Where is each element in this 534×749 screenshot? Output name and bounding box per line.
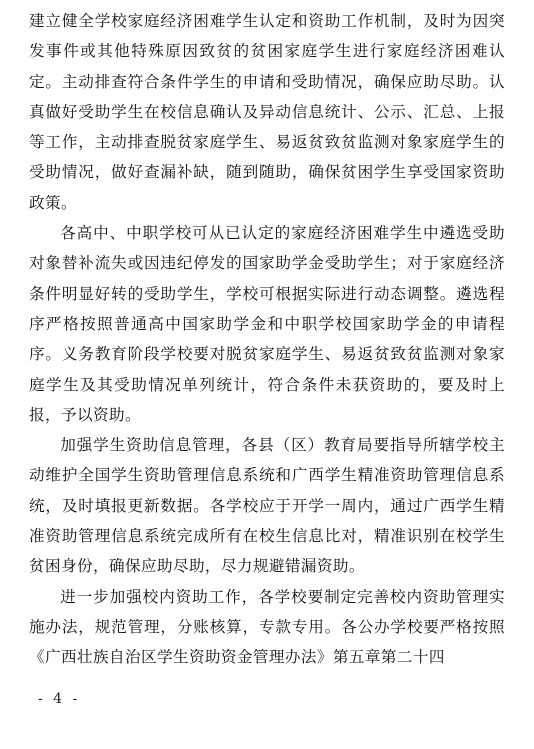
page-number: - 4 - [38, 691, 81, 707]
document-body [29, 6, 505, 673]
paragraph-2: 各高中、中职学校可从已认定的家庭经济困难学生中遴选受助对象替补流失或因违纪停发的国家助学金受助学生；对于家庭经济条件明显好转的受助学生，学校可根据实际进行动态调整。遴选程序严格按照普通高中国家助学金和中职学校国家助学金的申请程序。义务教育阶段学校要对脱贫家庭学生、易返贫致贫监测对象家庭学生及其受助情况单列统计，符合条件未获资助的，要及时上报，予以资助。 [29, 224, 505, 424]
paragraph-1: 建立健全学校家庭经济困难学生认定和资助工作机制，及时为因突发事件或其他特殊原因致贫的贫困家庭学生进行家庭经济困难认定。主动排查符合条件学生的申请和受助情况，确保应助尽助。认真做好受助学生在校信息确认及异动信息统计、公示、汇总、上报等工作，主动排查脱贫家庭学生、易返贫致贫监测对象家庭学生的受助情况，做好查漏补缺，随到随助，确保贫困学生享受国家资助政策。 [29, 12, 505, 212]
paragraph-3: 加强学生资助信息管理，各县（区）教育局要指导所辖学校主动维护全国学生资助管理信息系统和广西学生精准资助管理信息系统，及时填报更新数据。各学校应于开学一周内，通过广西学生精准资助管理信息系统完成所有在校生信息比对，精准识别在校学生贫困身份，确保应助尽助，尽力规避错漏资助。 [29, 436, 505, 576]
paragraph-4: 进一步加强校内资助工作，各学校要制定完善校内资助管理实施办法，规范管理，分账核算，专款专用。各公办学校要严格按照《广西壮族自治区学生资助资金管理办法》第五章第二十四 [29, 587, 505, 667]
